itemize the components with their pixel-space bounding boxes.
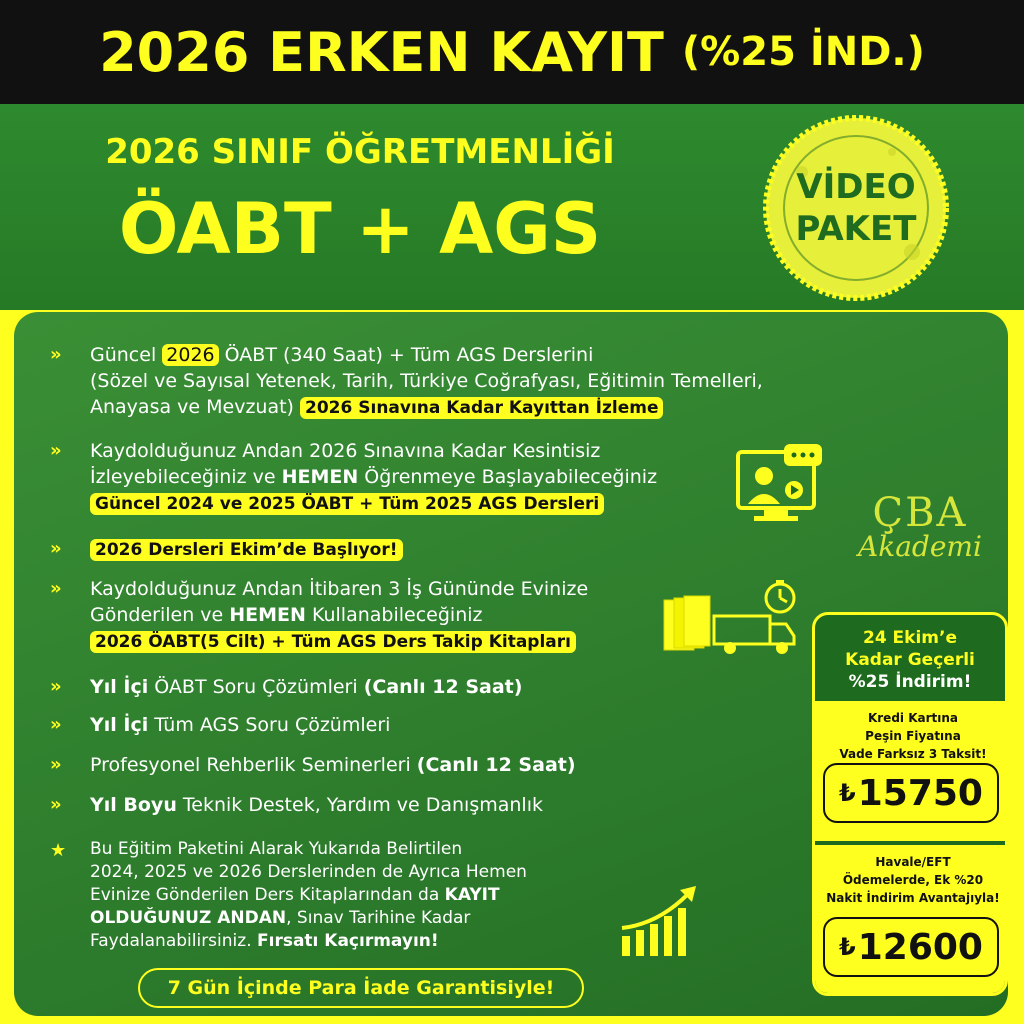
feature-text: [90, 576, 588, 655]
bold-text: Yıl İçi: [90, 676, 149, 698]
chevron-right-icon: »: [50, 344, 62, 365]
feature-text: [90, 712, 390, 738]
price-header: [815, 615, 1005, 693]
chevron-right-icon: »: [50, 676, 62, 697]
feature-text: [90, 838, 527, 953]
bold-text: Yıl İçi: [90, 714, 149, 736]
text-fragment: Öğrenmeye Başlayabileceğiniz: [358, 466, 658, 488]
feature-item: [50, 752, 576, 778]
refund-guarantee: 7 Gün İçinde Para İade Garantisiyle!: [138, 968, 584, 1008]
star-icon: ★: [50, 840, 67, 861]
chevron-right-icon: »: [50, 754, 62, 775]
badge-line-1: VİDEO: [796, 167, 916, 207]
bold-text: OLDUĞUNUZ ANDAN: [90, 908, 287, 928]
chevron-right-icon: »: [50, 538, 62, 559]
eft-line-2: Ödemelerde, Ek %20: [842, 873, 984, 887]
feature-text: [90, 536, 403, 563]
bold-text: (Canlı 12 Saat): [416, 754, 576, 776]
text-fragment: ÖABT Soru Çözümleri: [148, 676, 364, 698]
text-fragment: Kaydolduğunuz Andan 2026 Sınavına Kadar Kesintisiz: [90, 440, 601, 462]
text-fragment: 2024, 2025 ve 2026 Derslerinden de Ayrıca Hemen: [90, 862, 527, 882]
price-validity: Kadar Geçerli: [845, 650, 975, 670]
chevron-right-icon: »: [50, 794, 62, 815]
banner-title: 2026 ERKEN KAYIT: [99, 20, 664, 84]
hero-subtitle: 2026 SINIF ÖĞRETMENLİĞİ: [105, 132, 615, 172]
bold-text: (Canlı 12 Saat): [363, 676, 523, 698]
text-fragment: Evinize Gönderilen Ders Kitaplarından da: [90, 885, 445, 905]
price-box: [812, 612, 1008, 996]
feature-item: [50, 712, 390, 738]
currency-icon: ₺: [839, 933, 856, 961]
bold-text: HEMEN: [229, 604, 306, 626]
highlight: 2026: [162, 344, 218, 366]
bold-text: Fırsatı Kaçırmayın!: [257, 931, 439, 951]
text-fragment: ÖABT (340 Saat) + Tüm AGS Derslerini: [218, 344, 594, 366]
feature-item: [50, 342, 763, 421]
logo-name: Akademi: [858, 530, 982, 563]
video-package-badge: [742, 112, 970, 304]
academy-logo: [850, 490, 990, 580]
feature-text: [90, 342, 763, 421]
bold-text: KAYIT: [444, 885, 500, 905]
delivery-truck-icon: [662, 580, 812, 662]
growth-chart-icon: [618, 884, 702, 960]
chevron-right-icon: »: [50, 714, 62, 735]
feature-item: [50, 438, 657, 517]
card-line-1: Kredi Kartına: [867, 711, 959, 725]
highlight: 2026 ÖABT(5 Cilt) + Tüm AGS Ders Takip Kitapları: [90, 631, 576, 653]
feature-text: [90, 674, 522, 700]
card-line-2: Peşin Fiyatına: [865, 729, 961, 743]
hero-title: ÖABT + AGS: [118, 188, 602, 270]
text-fragment: Güncel: [90, 344, 163, 366]
text-fragment: Anayasa ve Mevzuat): [90, 396, 301, 418]
text-fragment: İzleyebileceğiniz ve: [90, 466, 282, 488]
badge-line-2: PAKET: [795, 209, 917, 249]
currency-icon: ₺: [839, 779, 856, 807]
highlight: Güncel 2024 ve 2025 ÖABT + Tüm 2025 AGS Dersleri: [90, 493, 604, 515]
card-price: [823, 763, 999, 823]
feature-note: [50, 838, 527, 953]
text-fragment: Kaydolduğunuz Andan İtibaren 3 İş Gününde Evinize: [90, 578, 589, 600]
text-fragment: Profesyonel Rehberlik Seminerleri: [90, 754, 417, 776]
top-banner: [0, 0, 1024, 104]
bold-text: HEMEN: [281, 466, 359, 488]
eft-line-3: Nakit İndirim Avantajıyla!: [826, 891, 1000, 905]
feature-item: [50, 792, 543, 818]
text-fragment: Tüm AGS Soru Çözümleri: [148, 714, 391, 736]
card-line-3: Vade Farksız 3 Taksit!: [839, 747, 987, 761]
price-deadline: 24 Ekim’e: [862, 628, 958, 648]
price-discount: %25 İndirim!: [848, 672, 972, 692]
eft-price: [823, 917, 999, 977]
eft-line-1: Havale/EFT: [875, 855, 951, 869]
banner-discount: (%25 İND.): [681, 29, 925, 75]
feature-text: [90, 438, 657, 517]
highlight: 2026 Sınavına Kadar Kayıttan İzleme: [300, 397, 663, 419]
eft-price-value: 12600: [857, 926, 983, 968]
feature-item: [50, 674, 522, 700]
feature-text: [90, 752, 576, 778]
chevron-right-icon: »: [50, 440, 62, 461]
text-fragment: Gönderilen ve: [90, 604, 230, 626]
chevron-right-icon: »: [50, 578, 62, 599]
text-fragment: Teknik Destek, Yardım ve Danışmanlık: [176, 794, 543, 816]
text-fragment: (Sözel ve Sayısal Yetenek, Tarih, Türkiye Coğrafyası, Eğitimin Temelleri,: [90, 370, 763, 392]
highlight: 2026 Dersleri Ekim’de Başlıyor!: [90, 539, 403, 561]
feature-text: [90, 792, 543, 818]
text-fragment: , Sınav Tarihine Kadar: [286, 908, 471, 928]
video-lesson-icon: [734, 442, 834, 528]
text-fragment: Faydalanabilirsiniz.: [90, 931, 257, 951]
feature-item: [50, 576, 588, 655]
feature-item: [50, 536, 403, 563]
logo-letters: ÇBA: [872, 490, 968, 536]
text-fragment: Kullanabileceğiniz: [305, 604, 483, 626]
bold-text: Yıl Boyu: [90, 794, 177, 816]
card-price-value: 15750: [857, 772, 983, 814]
text-fragment: Bu Eğitim Paketini Alarak Yukarıda Belirtilen: [90, 839, 463, 859]
